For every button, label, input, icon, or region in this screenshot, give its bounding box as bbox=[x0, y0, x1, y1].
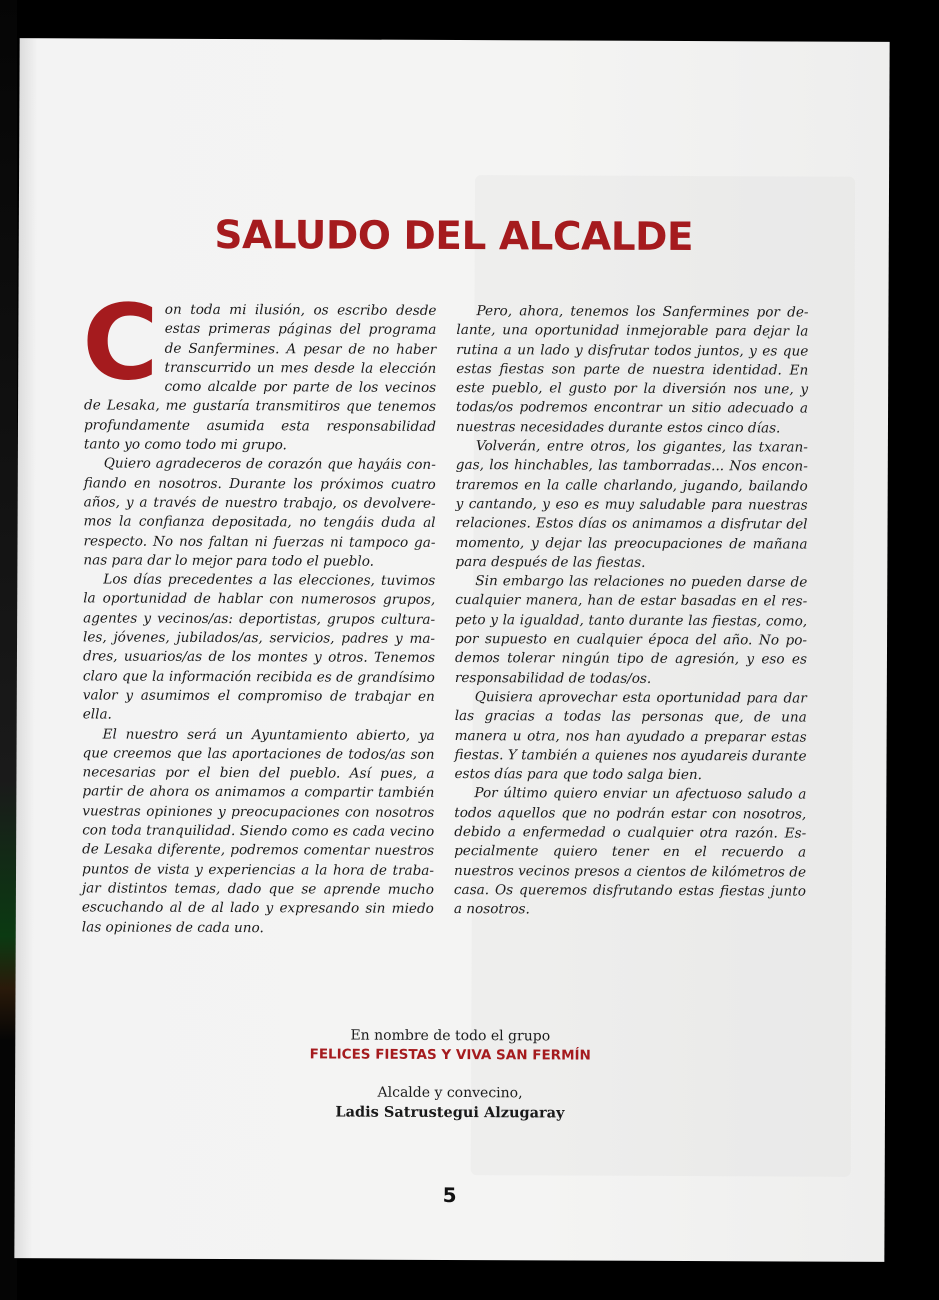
closing-block bbox=[15, 1026, 885, 1123]
left-column bbox=[81, 281, 437, 938]
magazine-page bbox=[14, 38, 889, 1262]
paragraph: Sin embargo las relaciones no pueden darse de cualquier manera, han de estar basadas en el respeto y la igualdad, tanto durante las fiestas, como, por supuesto en cualquier época del año. No podemos tolerar ningún tipo de agresión, y eso es responsabilidad de todas/os. bbox=[454, 573, 808, 687]
drop-cap: C bbox=[82, 281, 159, 404]
paragraph: Por último quiero enviar un afectuoso saludo a todos aquellos que no podrán estar con nosotros, debido a enfermedad o cualquier otra razón. Especialmente quiero tener en el recuerdo a nuestros vecinos presos a cientos de kilómetros de casa. Os queremos disfrutando estas fiestas junto a nosotros. bbox=[453, 785, 807, 918]
paragraph bbox=[82, 281, 437, 456]
paragraph: Volverán, entre otros, los gigantes, las txarangas, los hinchables, las tamborradas... Nos encontraremos en la calle charlando, jugando, bailando y cantando, y eso es muy saludable para nuestras relaciones. Estos días os animamos a disfrutar del momento, y dejar las preocupaciones de mañana para después de las fiestas. bbox=[455, 438, 808, 571]
page-title: SALUDO DEL ALCALDE bbox=[214, 213, 694, 261]
closing-slogan: FELICES FIESTAS Y VIVA SAN FERMÍN bbox=[309, 1046, 591, 1064]
paragraph: Quiero agradeceros de corazón que hayáis confiando en nosotros. Durante los próximos cuatro años, y a través de nuestro trabajo, os devolveremos la confianza depositada, no tengáis duda al respecto. No nos faltan ni fuerzas ni tampoco ganas para dar lo mejor para todo el pueblo. bbox=[83, 455, 436, 570]
paragraph-text: on toda mi ilusión, os escribo desde estas primeras páginas del programa de Sanfermines. A pesar de no haber transcurrido un mes desde la elección como alcalde por parte de los vecinos de Lesaka, me gustaría transmitiros que tenemos profundamente asumida esta responsabilidad tanto yo como todo mi grupo. bbox=[83, 301, 437, 454]
closing-greeting: En nombre de todo el grupo bbox=[350, 1027, 551, 1045]
paragraph: Los días precedentes a las elecciones, tuvimos la oportunidad de hablar con numerosos grupos, agentes y vecinos/as: deportistas, grupos culturales, jóvenes, jubilados/as, servicios, padres y madres, usuarios/as de los montes y otros. Tenemos claro que la información recibida es de grandísimo valor y asumimos el compromiso de trabajar en ella. bbox=[82, 571, 436, 723]
paragraph: Quisiera aprovechar esta oportunidad para dar las gracias a todas las personas que, de una manera u otra, nos han ayudado a preparar estas fiestas. Y también a quienes nos ayudareis durante estos días para que todo salga bien. bbox=[454, 689, 807, 784]
closing-role: Alcalde y convecino, bbox=[377, 1084, 523, 1102]
signature-name: Ladis Satrustegui Alzugaray bbox=[335, 1103, 565, 1122]
paragraph: El nuestro será un Ayuntamiento abierto, ya que creemos que las aportaciones de todos/as son necesarias por el bien del pueblo. Así pues, a partir de ahora os animamos a compartir también vuestras opiniones y preocupaciones con nosotros con toda tranquilidad. Siendo como es cada vecino de Lesaka diferente, podremos comentar nuestros puntos de vista y experiencias a la hora de trabajar distintos temas, dado que se aprende mucho escuchando al de al lado y expresando sin miedo las opiniones de cada uno. bbox=[81, 726, 435, 936]
right-column bbox=[454, 302, 809, 921]
page-number: 5 bbox=[442, 1182, 457, 1208]
paragraph: Pero, ahora, tenemos los Sanfermines por delante, una oportunidad inmejorable para dejar la rutina a un lado y disfrutar todos juntos, y es que estas fiestas son parte de nuestra identidad. En este pueblo, el gusto por la diversión nos une, y todas/os podremos encontrar un sitio adecuado a nuestras necesidades durante estos cinco días. bbox=[455, 303, 809, 437]
